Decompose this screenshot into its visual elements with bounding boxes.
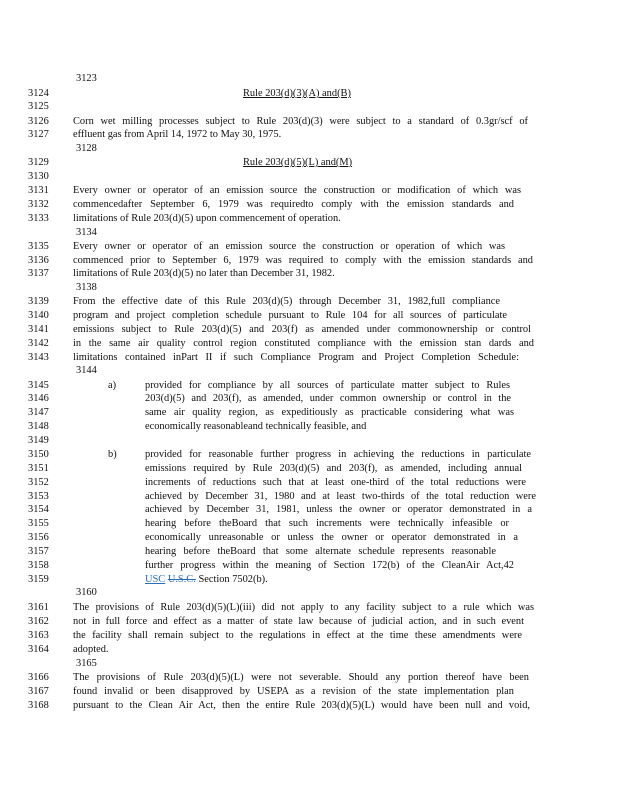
line-number: 3152 [28, 477, 49, 488]
list-item-line: achieved by December 31, 1981, unless the owner or operator demonstrated in a [145, 504, 532, 515]
line-number: 3136 [28, 255, 49, 266]
line-number: 3164 [28, 644, 49, 655]
body-line: program and project completion schedule pursuant to Rule 104 for all sources of particulate [73, 310, 507, 321]
list-item-line: provided for compliance by all sources of particulate matter subject to Rules [145, 380, 510, 391]
line-number: 3145 [28, 380, 49, 391]
line-number: 3153 [28, 491, 49, 502]
line-number: 3138 [76, 282, 97, 293]
body-line: Every owner or operator of an emission source the construction or modification of which was [73, 185, 521, 196]
line-number: 3157 [28, 546, 49, 557]
list-item-line: increments of reductions such that at least one-third of the total reductions were [145, 477, 526, 488]
body-line: the facility shall remain subject to the regulations in effect at the time these amendments were [73, 630, 522, 641]
line-number: 3165 [76, 658, 97, 669]
line-number: 3143 [28, 352, 49, 363]
list-item-line: economically unreasonable or unless the owner or operator demonstrated in a [145, 532, 518, 543]
line-number: 3149 [28, 435, 49, 446]
line-number: 3127 [28, 129, 49, 140]
body-line: From the effective date of this Rule 203(d)(5) through December 31, 1982,full compliance [73, 296, 500, 307]
line-number: 3158 [28, 560, 49, 571]
body-line: limitations of Rule 203(d)(5) upon commencement of operation. [73, 213, 341, 224]
line-number: 3146 [28, 393, 49, 404]
list-marker: a) [108, 380, 117, 391]
line-number: 3130 [28, 171, 49, 182]
body-line: emissions subject to Rule 203(d)(5) and 203(f) as amended under commonownership or control [73, 324, 531, 335]
body-line: commenced prior to September 6, 1979 was required to comply with the emission standards and [73, 255, 533, 266]
line-number: 3126 [28, 116, 49, 127]
body-line: Every owner or operator of an emission source the construction or operation of which was [73, 241, 505, 252]
body-text: Section 7502(b). [198, 574, 268, 585]
body-line: not in full force and effect as a matter of state law because of judicial action, and in such event [73, 616, 524, 627]
line-number: 3133 [28, 213, 49, 224]
line-number: 3137 [28, 268, 49, 279]
line-number: 3168 [28, 700, 49, 711]
list-item-line: emissions required by Rule 203(d)(5) and 203(f), as amended, including annual [145, 463, 522, 474]
line-number: 3156 [28, 532, 49, 543]
line-number: 3131 [28, 185, 49, 196]
line-number: 3144 [76, 365, 97, 376]
line-number: 3141 [28, 324, 49, 335]
line-number: 3142 [28, 338, 49, 349]
line-number: 3132 [28, 199, 49, 210]
line-number: 3166 [28, 672, 49, 683]
line-number: 3167 [28, 686, 49, 697]
body-line: in the same air quality control region constituted compliance with the emission stan dards and [73, 338, 534, 349]
deleted-text: U.S.C. [167, 574, 196, 585]
line-number: 3125 [28, 101, 49, 112]
line-number: 3140 [28, 310, 49, 321]
list-item-line: hearing before theBoard that some alternate schedule represents reasonable [145, 546, 496, 557]
section-heading: Rule 203(d)(3)(A) and(B) [243, 88, 351, 99]
section-heading: Rule 203(d)(5)(L) and(M) [243, 157, 353, 168]
list-item-line: further progress within the meaning of Section 172(b) of the CleanAir Act,42 [145, 560, 514, 571]
body-line: adopted. [73, 644, 109, 655]
list-item-line: provided for reasonable further progress in achieving the reductions in particulate [145, 449, 531, 460]
body-line: found invalid or been disapproved by USEPA as a revision of the state implementation plan [73, 686, 514, 697]
body-line: limitations contained inPart II if such Compliance Program and Project Completion Schedule: [73, 352, 519, 363]
line-number: 3151 [28, 463, 49, 474]
list-marker: b) [108, 449, 117, 460]
list-item-line: economically reasonableand technically feasible, and [145, 421, 367, 432]
line-number: 3124 [28, 88, 49, 99]
body-line: Corn wet milling processes subject to Rule 203(d)(3) were subject to a standard of 0.3gr/scf of [73, 116, 528, 127]
line-number: 3147 [28, 407, 49, 418]
line-number: 3160 [76, 587, 97, 598]
line-number: 3162 [28, 616, 49, 627]
line-number: 3155 [28, 518, 49, 529]
line-number: 3150 [28, 449, 49, 460]
line-number: 3148 [28, 421, 49, 432]
line-number: 3128 [76, 143, 97, 154]
line-number: 3159 [28, 574, 49, 585]
body-line: limitations of Rule 203(d)(5) no later than December 31, 1982. [73, 268, 335, 279]
list-item-line: hearing before theBoard that such increments were technically infeasible or [145, 518, 509, 529]
inserted-text: USC [145, 574, 166, 585]
list-item-line [145, 574, 268, 586]
line-number: 3129 [28, 157, 49, 168]
list-item-line: 203(d)(5) and 203(f), as amended, under common ownership or control in the [145, 393, 511, 404]
body-line: commencedafter September 6, 1979 was requiredto comply with the emission standards and [73, 199, 514, 210]
line-number: 3134 [76, 227, 97, 238]
line-number: 3161 [28, 602, 49, 613]
list-item-line: achieved by December 31, 1980 and at least two-thirds of the total reduction were [145, 491, 536, 502]
body-line: pursuant to the Clean Air Act, then the entire Rule 203(d)(5)(L) would have been null and void, [73, 700, 530, 711]
line-number: 3154 [28, 504, 49, 515]
body-line: effluent gas from April 14, 1972 to May 30, 1975. [73, 129, 282, 140]
list-item-line: same air quality region, as expeditiously as practicable considering what was [145, 407, 514, 418]
body-line: The provisions of Rule 203(d)(5)(L) were not severable. Should any portion thereof have been [73, 672, 529, 683]
line-number: 3139 [28, 296, 49, 307]
line-number: 3135 [28, 241, 49, 252]
body-line: The provisions of Rule 203(d)(5)(L)(iii) did not apply to any facility subject to a rule which was [73, 602, 534, 613]
line-number: 3123 [76, 73, 97, 84]
line-number: 3163 [28, 630, 49, 641]
